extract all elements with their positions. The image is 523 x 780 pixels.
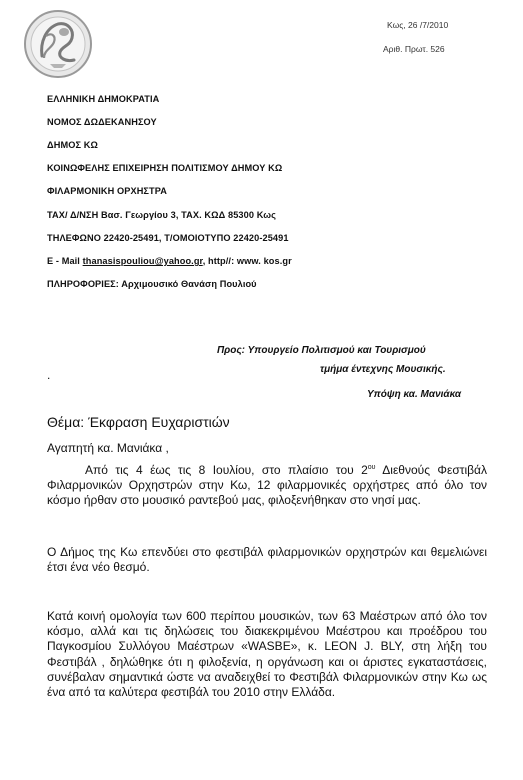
para1-text-end: Διεθνούς Φεστιβάλ Φιλαρμονικών Ορχηστρών στην Κω, 12 φιλαρμονικές ορχήστρες από όλο τον κόσμο ήρθαν στο μουσικό ραντεβού μας, φιλοξενήθηκαν στο νησί μας.	[47, 463, 487, 508]
header-orchestra: ΦΙΛΑΡΜΟΝΙΚΗ ΟΡΧΗΣΤΡΑ	[47, 186, 168, 196]
para1-ordinal: ου	[367, 464, 376, 471]
email-suffix: , http//: www. kos.gr	[202, 256, 292, 266]
email-prefix: E - Mail	[47, 256, 83, 266]
paragraph-festival	[47, 463, 487, 509]
municipality-emblem-logo	[22, 6, 94, 82]
paragraph-investment: Ο Δήμος της Κω επενδύει στο φεστιβάλ φιλαρμονικών ορχηστρών και θεμελιώνει έτσι ένα νέο θεσμό.	[47, 545, 487, 575]
stray-dot: .	[47, 368, 51, 382]
header-republic: ΕΛΛΗΝΙΚΗ ΔΗΜΟΚΡΑΤΙΑ	[47, 94, 160, 104]
header-phone: ΤΗΛΕΦΩΝΟ 22420-25491, Τ/ΟΜΟΙΟΤΥΠΟ 22420-25491	[47, 233, 289, 243]
recipient-ministry: Προς: Υπουργείο Πολιτισμού και Τουρισμού	[217, 345, 426, 356]
paragraph-acclaim: Κατά κοινή ομολογία των 600 περίπου μουσικών, των 63 Μαέστρων από όλο τον κόσμο, αλλά και τις δηλώσεις του διακεκριμένου Μαέστρου και προέδρου του Παγκοσμίου Συλλόγου Μαέστρων «WASBE», κ. LEON J. BLY, στη λήξη του Φεστιβάλ , δηλώθηκε ότι η φιλοξενία, η οργάνωση και οι άριστες εγκαταστάσεις, συνέβαλαν σημαντικά ώστε να αναδειχθεί το Φεστιβάλ Φιλαρμονικών στην Κω ως ένα από τα καλύτερα φεστιβάλ του 2010 στην Ελλάδα.	[47, 609, 487, 700]
letter-subject: Θέμα: Έκφραση Ευχαριστιών	[47, 414, 230, 430]
header-email-line	[47, 256, 292, 266]
recipient-attention: Υπόψη κα. Μανιάκα	[367, 389, 462, 400]
email-link[interactable]: thanasispouliou@yahoo.gr	[82, 256, 203, 266]
protocol-number: Αριθ. Πρωτ. 526	[383, 44, 445, 54]
letter-date: Κως, 26 /7/2010	[387, 20, 449, 30]
header-address: ΤΑΧ/ Δ/ΝΣΗ Βασ. Γεωργίου 3, ΤΑΧ. ΚΩΔ 85300 Κως	[47, 210, 276, 220]
header-municipality: ΔΗΜΟΣ ΚΩ	[47, 140, 98, 150]
letter-greeting: Αγαπητή κα. Μανιάκα ,	[47, 441, 169, 455]
para1-text-start: Από τις 4 έως τις 8 Ιουλίου, στο πλαίσιο του 2	[85, 463, 368, 477]
header-prefecture: ΝΟΜΟΣ ΔΩΔΕΚΑΝΗΣΟΥ	[47, 117, 157, 127]
recipient-department: τμήμα έντεχνης Μουσικής.	[320, 364, 446, 375]
header-enterprise: ΚΟΙΝΩΦΕΛΗΣ ΕΠΙΧΕΙΡΗΣΗ ΠΟΛΙΤΙΣΜΟΥ ΔΗΜΟΥ ΚΩ	[47, 163, 283, 173]
header-info: ΠΛΗΡΟΦΟΡΙΕΣ: Αρχιμουσικό Θανάση Πουλιού	[47, 279, 257, 289]
